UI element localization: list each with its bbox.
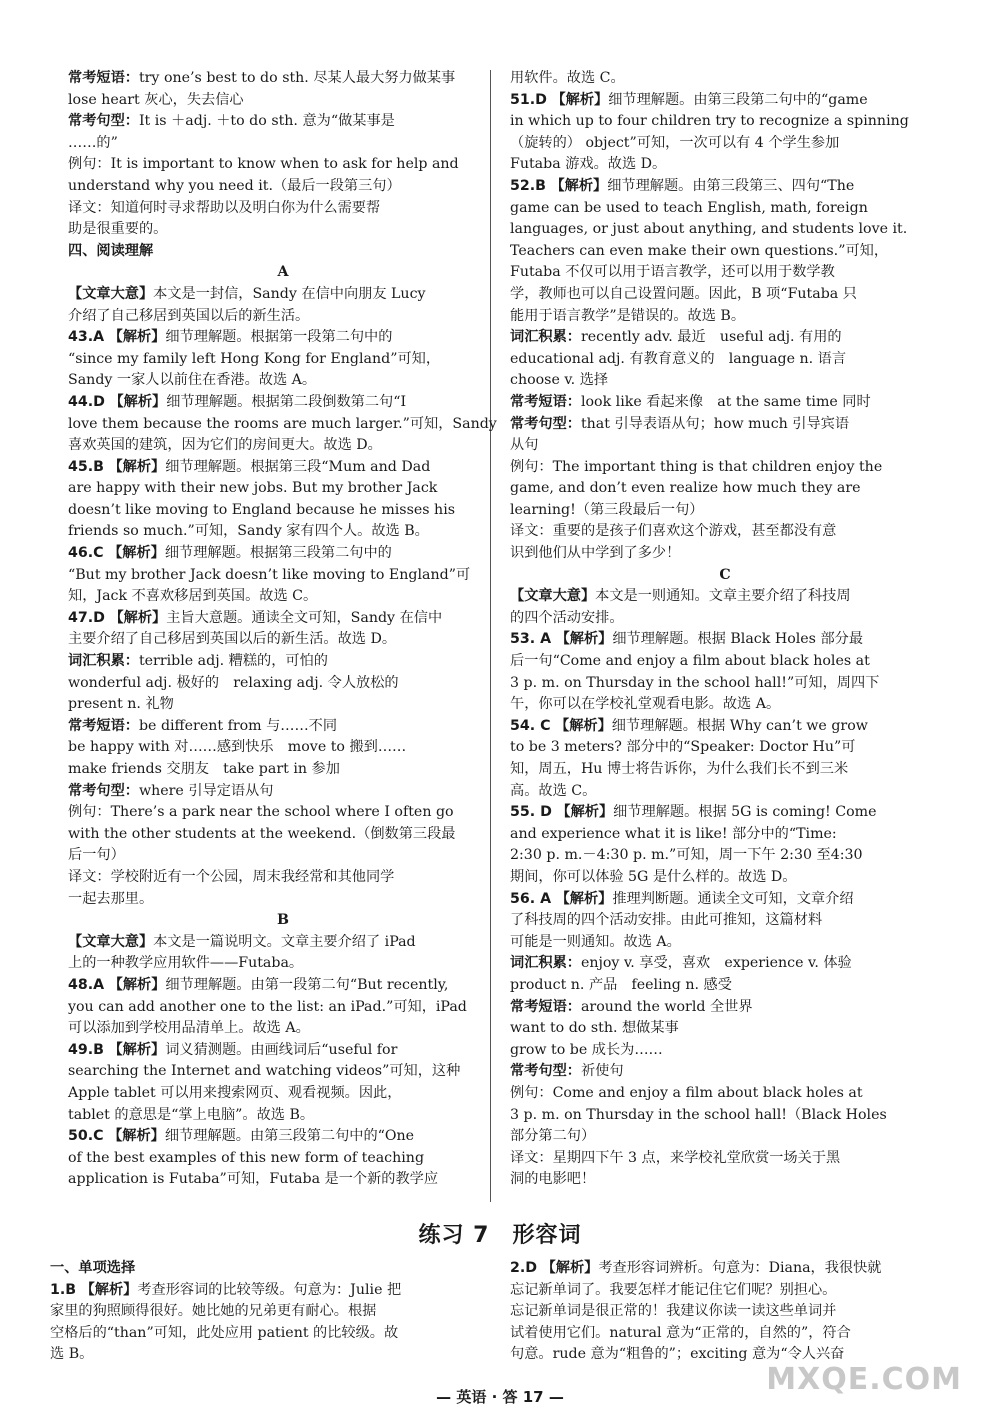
text-line — [510, 370, 940, 392]
line-text: Teachers can even make their own questions.”可知， — [510, 242, 889, 259]
text-line — [510, 349, 940, 371]
line-text: 主要介绍了自己移居到英国以后的新生活。故选 D。 — [68, 631, 397, 648]
line-text: 可以添加到学校用品清单上。故选 A。 — [68, 1020, 310, 1037]
text-line — [510, 608, 940, 630]
question-number: 56. A — [510, 890, 552, 907]
line-text: Apple tablet 可以用来搜索网页、观看视频。因此， — [68, 1084, 402, 1101]
text-line — [68, 241, 498, 263]
section-label: 【文章大意】 — [68, 933, 154, 950]
line-text: game, and don’t even realize how much they are — [510, 480, 861, 497]
text-line — [510, 521, 940, 543]
text-line — [510, 1258, 940, 1280]
section-label: 【解析】 — [108, 329, 166, 346]
text-line — [510, 478, 940, 500]
line-text: love them because the rooms are much larger.”可知，Sandy — [68, 415, 497, 432]
text-line — [68, 1169, 498, 1191]
line-text: 细节理解题。根据 Why can’t we grow — [611, 717, 868, 734]
line-text: 细节理解题。由第三段第二句中的“One — [164, 1128, 415, 1145]
section-label: 【解析】 — [108, 458, 166, 475]
text-line — [68, 219, 498, 241]
line-text: 高。故选 C。 — [510, 782, 597, 799]
line-text: Futaba 不仅可以用于语言教学，还可以用于数学教 — [510, 264, 835, 281]
section-label: 常考短语： — [510, 393, 581, 410]
line-text: tablet 的意思是“掌上电脑”。故选 B。 — [68, 1106, 315, 1123]
section-label: 一、单项选择 — [50, 1260, 136, 1276]
question-number: 45.B — [68, 458, 104, 475]
line-text: 助是很重要的。 — [68, 221, 168, 238]
line-text: 洞的电影吧！ — [510, 1171, 596, 1188]
text-line — [68, 629, 498, 651]
text-line — [510, 889, 940, 911]
text-line — [68, 1148, 498, 1170]
line-text: 考查形容词辨析。句意为：Diana，我很快就 — [598, 1260, 882, 1276]
text-line — [68, 1061, 498, 1083]
section-label: 词汇积累： — [510, 955, 581, 972]
line-text: 试着使用它们。natural 意为“正常的，自然的”，符合 — [510, 1324, 851, 1341]
text-line — [68, 478, 498, 500]
question-number: 47.D — [68, 609, 105, 626]
line-text: 例句：There’s a park near the school where I often go — [68, 804, 454, 821]
text-line — [510, 629, 940, 651]
text-line — [68, 133, 498, 155]
text-line — [510, 176, 940, 198]
line-text: 从句 — [510, 437, 539, 454]
text-line: A — [277, 264, 289, 281]
text-line — [510, 867, 940, 889]
section-label: 【解析】 — [551, 91, 609, 108]
section-label: 【解析】 — [108, 1041, 166, 1058]
line-text: be happy with 对……感到快乐 move to 搬到…… — [68, 739, 407, 756]
section-label: 【解析】 — [109, 609, 167, 626]
line-text: 忘记新单词了。我要怎样才能记住它们呢？别担心。 — [510, 1281, 837, 1298]
text-line — [68, 889, 498, 911]
line-text: 部分第二句） — [510, 1128, 596, 1145]
text-line — [68, 565, 498, 587]
text-line — [68, 1126, 498, 1148]
line-text: 主旨大意题。通读全文可知，Sandy 在信中 — [166, 609, 443, 626]
text-line — [510, 824, 940, 846]
text-line — [68, 586, 498, 608]
text-line — [68, 716, 498, 738]
section-label: 【解析】 — [108, 976, 166, 993]
line-text: 例句：Come and enjoy a film about black holes at — [510, 1084, 863, 1101]
text-line — [510, 802, 940, 824]
line-text: languages, or just about anything, and students love it. — [510, 221, 908, 238]
text-line — [68, 435, 498, 457]
line-text: 细节理解题。由第一段第二句“But recently, — [165, 976, 449, 993]
line-text: 3 p. m. on Thursday in the school hall!”可知，周四下 — [510, 674, 880, 691]
text-line — [68, 651, 498, 673]
line-text: 本文是一封信，Sandy 在信中向朋友 Lucy — [153, 285, 426, 302]
text-line — [510, 1083, 940, 1105]
question-number: 55. D — [510, 804, 552, 821]
line-text: product n. 产品 feeling n. 感受 — [510, 976, 732, 993]
line-text: 期间，你可以体验 5G 是什么样的。故选 D。 — [510, 868, 797, 885]
text-line — [510, 90, 940, 112]
text-line — [510, 759, 940, 781]
text-line — [68, 1083, 498, 1105]
text-line — [68, 284, 498, 306]
text-line — [68, 759, 498, 781]
line-text: ……的” — [68, 134, 118, 151]
text-line — [68, 521, 498, 543]
text-line — [68, 694, 498, 716]
line-text: try one’s best to do sth. 尽某人最大努力做某事 — [138, 70, 456, 86]
line-text: 句意。rude 意为“粗鲁的”；exciting 意为“令人兴奋 — [510, 1346, 845, 1363]
question-number: 2.D — [510, 1260, 538, 1276]
text-line — [68, 457, 498, 479]
line-text: 译文：星期四下午 3 点，来学校礼堂欣赏一场关于黑 — [510, 1149, 841, 1166]
line-text: to be 3 meters? 部分中的“Speaker: Doctor Hu”可 — [510, 739, 856, 756]
section-label: 常考句型： — [68, 113, 139, 130]
text-line — [510, 154, 940, 176]
line-text: 了科技周的四个活动安排。由此可推知，这篇材料 — [510, 912, 823, 929]
section-label: 常考句型： — [510, 1063, 581, 1080]
text-line — [510, 1040, 940, 1062]
line-text: 本文是一篇说明文。文章主要介绍了 iPad — [153, 933, 416, 950]
text-line: C — [719, 566, 731, 583]
line-text: 能用于语言教学”是错误的。故选 B。 — [510, 307, 746, 324]
line-text: are happy with their new jobs. But my brother Jack — [68, 480, 438, 497]
line-text: 学，教师也可以自己设置问题。因此，B 项“Futaba 只 — [510, 285, 857, 302]
line-text: around the world 全世界 — [580, 998, 753, 1015]
text-line — [68, 414, 498, 436]
text-line — [510, 198, 940, 220]
text-line — [510, 953, 940, 975]
line-text: want to do sth. 想做某事 — [510, 1020, 679, 1037]
text-line — [510, 414, 940, 436]
line-text: 译文：重要的是孩子们喜欢这个游戏，甚至都没有意 — [510, 523, 837, 540]
section-label: 【解析】 — [555, 717, 612, 734]
question-number: 46.C — [68, 545, 104, 562]
line-text: 后一句） — [68, 847, 125, 864]
section-label: 【文章大意】 — [510, 588, 596, 605]
line-text: friends so much.”可知，Sandy 家有四个人。故选 B。 — [68, 523, 429, 540]
line-text: grow to be 成长为…… — [510, 1041, 663, 1058]
text-line — [68, 1040, 498, 1062]
line-text: 推理判断题。通读全文可知，文章介绍 — [612, 890, 854, 907]
line-text: 细节理解题。由第三段第三、四句“The — [607, 177, 855, 194]
text-line — [510, 133, 940, 155]
text-line — [68, 608, 498, 630]
text-line — [510, 241, 940, 263]
question-number: 49.B — [68, 1041, 104, 1058]
line-text: 细节理解题。根据第三段第二句中的 — [164, 545, 392, 562]
text-line — [510, 219, 940, 241]
text-line — [50, 1344, 480, 1366]
line-text: 选 B。 — [50, 1346, 94, 1363]
text-line — [510, 1301, 940, 1323]
text-line — [68, 1105, 498, 1127]
line-text: 例句：The important thing is that children enjoy the — [510, 458, 883, 475]
line-text: It is ＋adj. ＋to do sth. 意为“做某事是 — [138, 113, 395, 130]
text-line — [510, 435, 940, 457]
text-line — [68, 392, 498, 414]
line-text: 一起去那里。 — [68, 890, 154, 907]
section-label: 常考短语： — [510, 998, 581, 1015]
line-text: 午，你可以在学校礼堂观看电影。故选 A。 — [510, 696, 781, 713]
question-number: 43.A — [68, 329, 105, 346]
line-text: 空格后的“than”可知，此处应用 patient 的比较级。故 — [50, 1324, 399, 1341]
text-line — [68, 867, 498, 889]
text-line — [68, 802, 498, 824]
question-number: 52.B — [510, 177, 546, 194]
text-line — [510, 457, 940, 479]
text-line — [50, 1280, 480, 1302]
section-label: 词汇积累： — [510, 329, 581, 346]
line-text: 可能是一则通知。故选 A。 — [510, 933, 681, 950]
text-line — [510, 111, 940, 133]
line-text: be different from 与……不同 — [138, 717, 338, 734]
line-text: and experience what it is like! 部分中的“Time: — [510, 825, 837, 842]
line-text: 词义猜测题。由画线词后“useful for — [165, 1041, 398, 1058]
section-title: 练习 7 形容词 — [418, 1223, 582, 1248]
line-text: 忘记新单词是很正常的！我建议你读一读这些单词并 — [510, 1303, 837, 1320]
line-text: 细节理解题。根据第三段“Mum and Dad — [165, 458, 431, 475]
line-text: searching the Internet and watching videos”可知，这种 — [68, 1063, 461, 1080]
text-line — [510, 1126, 940, 1148]
text-line — [68, 824, 498, 846]
text-line — [68, 953, 498, 975]
text-line — [510, 716, 940, 738]
section-label: 【解析】 — [109, 393, 167, 410]
text-line — [510, 543, 940, 565]
line-text: 考查形容词的比较等级。句意为：Julie 把 — [137, 1281, 402, 1298]
line-text: 介绍了自己移居到英国以后的新生活。 — [68, 307, 310, 324]
text-line — [68, 154, 498, 176]
text-line — [68, 975, 498, 997]
bottom-right-column — [510, 1258, 940, 1366]
text-line — [68, 1018, 498, 1040]
text-line — [68, 327, 498, 349]
line-text: 家里的狗照顾得很好。她比她的兄弟更有耐心。根据 — [50, 1303, 377, 1320]
text-line — [68, 932, 498, 954]
line-text: where 引导定语从句 — [138, 782, 274, 799]
text-line — [510, 1148, 940, 1170]
text-line — [50, 1301, 480, 1323]
text-line — [510, 1169, 940, 1191]
section-label: 四、阅读理解 — [68, 242, 154, 259]
line-text: 上的一种教学应用软件——Futaba。 — [68, 955, 304, 972]
line-text: terrible adj. 糟糕的，可怕的 — [138, 653, 328, 670]
line-text: doesn’t like moving to England because he misses his — [68, 501, 456, 518]
line-text: educational adj. 有教育意义的 language n. 语言 — [510, 350, 847, 367]
line-text: choose v. 选择 — [510, 372, 609, 389]
text-line — [68, 543, 498, 565]
line-text: 喜欢英国的建筑，因为它们的房间更大。故选 D。 — [68, 437, 382, 454]
line-text: with the other students at the weekend.（倒数第三段最 — [68, 825, 456, 842]
text-line — [68, 90, 498, 112]
question-number: 44.D — [68, 393, 105, 410]
line-text: application is Futaba”可知，Futaba 是一个新的教学应 — [68, 1171, 439, 1188]
line-text: 的四个活动安排。 — [510, 609, 624, 626]
text-line — [510, 262, 940, 284]
question-number: 53. A — [510, 631, 552, 648]
question-number: 1.B — [50, 1281, 77, 1298]
text-line — [510, 1323, 940, 1345]
text-line — [68, 500, 498, 522]
text-line — [68, 845, 498, 867]
text-line: B — [277, 912, 289, 929]
text-line — [510, 1061, 940, 1083]
text-line — [510, 500, 940, 522]
text-line — [510, 910, 940, 932]
line-text: “since my family left Hong Kong for England”可知， — [68, 350, 441, 367]
section-label: 【解析】 — [556, 804, 614, 821]
text-line — [510, 673, 940, 695]
line-text: understand why you need it.（最后一段第三句） — [68, 177, 401, 194]
line-text: 细节理解题。根据第二段倒数第二句“I — [166, 393, 407, 410]
section-label: 【解析】 — [555, 631, 613, 648]
text-line — [510, 392, 940, 414]
line-text: 细节理解题。根据 Black Holes 部分最 — [612, 631, 864, 648]
line-text: lose heart 灰心，失去信心 — [68, 91, 244, 108]
text-line — [50, 1323, 480, 1345]
line-text: 知，周五，Hu 博士将告诉你，为什么我们长不到三米 — [510, 761, 849, 777]
question-number: 50.C — [68, 1128, 104, 1145]
text-line — [68, 781, 498, 803]
line-text: （旋转的） object”可知，一次可以有 4 个学生参加 — [510, 134, 840, 151]
line-text: you can add another one to the list: an iPad.”可知，iPad — [68, 998, 467, 1015]
text-line — [68, 997, 498, 1019]
line-text: 本文是一则通知。文章主要介绍了科技周 — [595, 588, 851, 605]
line-text: present n. 礼物 — [68, 696, 174, 713]
section-label: 【解析】 — [541, 1260, 599, 1276]
line-text: that 引导表语从句；how much 引导宾语 — [580, 415, 850, 432]
section-label: 词汇积累： — [68, 653, 139, 670]
line-text: 细节理解题。根据第一段第二句中的 — [165, 329, 393, 346]
section-label: 常考句型： — [510, 415, 581, 432]
line-text: enjoy v. 享受，喜欢 experience v. 体验 — [580, 955, 852, 972]
watermark-logo: MXQE.COM — [766, 1362, 962, 1397]
text-line — [68, 673, 498, 695]
section-label: 常考短语： — [68, 70, 139, 86]
line-text: 例句：It is important to know when to ask for help and — [68, 156, 459, 173]
text-line — [510, 651, 940, 673]
text-line — [510, 975, 940, 997]
section-label: 常考短语： — [68, 717, 139, 734]
text-line — [510, 327, 940, 349]
section-label: 【解析】 — [555, 890, 613, 907]
line-text: of the best examples of this new form of teaching — [68, 1149, 425, 1166]
section-label: 【解析】 — [550, 177, 608, 194]
text-line — [510, 284, 940, 306]
text-line — [50, 1258, 480, 1280]
line-text: Sandy 一家人以前住在香港。故选 A。 — [68, 372, 317, 389]
text-line — [68, 68, 498, 90]
text-line — [510, 781, 940, 803]
text-line — [510, 737, 940, 759]
line-text: look like 看起来像 at the same time 同时 — [580, 393, 871, 410]
section-label: 常考句型： — [68, 782, 139, 799]
line-text: 3 p. m. on Thursday in the school hall!（Black Holes — [510, 1106, 887, 1123]
text-line — [68, 737, 498, 759]
text-line — [510, 586, 940, 608]
text-line — [68, 370, 498, 392]
line-text: game can be used to teach English, math, foreign — [510, 199, 868, 216]
text-line — [510, 306, 940, 328]
left-column — [68, 68, 498, 1191]
bottom-left-column — [50, 1258, 480, 1366]
line-text: 译文：知道何时寻求帮助以及明白你为什么需要帮 — [68, 199, 381, 216]
question-number: 48.A — [68, 976, 105, 993]
line-text: “But my brother Jack doesn’t like moving to England”可 — [68, 566, 471, 583]
text-line — [510, 1018, 940, 1040]
text-line — [68, 306, 498, 328]
text-line — [510, 1280, 940, 1302]
section-label: 【文章大意】 — [68, 285, 154, 302]
right-column — [510, 68, 940, 1191]
text-line — [510, 932, 940, 954]
line-text: 识到他们从中学到了多少！ — [510, 545, 681, 562]
line-text: in which up to four children try to recognize a spinning — [510, 113, 909, 130]
line-text: make friends 交朋友 take part in 参加 — [68, 761, 340, 777]
line-text: 用软件。故选 C。 — [510, 70, 625, 86]
line-text: 祈使句 — [580, 1063, 624, 1080]
text-line — [68, 176, 498, 198]
line-text: 后一句“Come and enjoy a film about black holes at — [510, 653, 870, 670]
line-text: learning!（第三段最后一句） — [510, 501, 704, 518]
line-text: 细节理解题。由第三段第二句中的“game — [608, 91, 868, 108]
section-label: 【解析】 — [80, 1281, 138, 1298]
section-label: 【解析】 — [108, 1128, 165, 1145]
line-text: 2:30 p. m.－4:30 p. m.”可知，周一下午 2:30 至4:30 — [510, 847, 863, 864]
page-footer: — 英语 · 答 17 — — [436, 1388, 564, 1406]
line-text: recently adv. 最近 useful adj. 有用的 — [580, 329, 842, 346]
line-text: 知，Jack 不喜欢移居到英国。故选 C。 — [68, 588, 318, 605]
question-number: 51.D — [510, 91, 547, 108]
text-line — [510, 68, 940, 90]
text-line — [510, 1105, 940, 1127]
section-label: 【解析】 — [108, 545, 165, 562]
text-line — [68, 349, 498, 371]
text-line — [68, 198, 498, 220]
text-line — [510, 694, 940, 716]
line-text: wonderful adj. 极好的 relaxing adj. 令人放松的 — [68, 674, 399, 691]
line-text: 细节理解题。根据 5G is coming! Come — [613, 804, 877, 821]
line-text: Futaba 游戏。故选 D。 — [510, 156, 667, 173]
text-line — [510, 845, 940, 867]
text-line — [68, 111, 498, 133]
text-line — [510, 997, 940, 1019]
question-number: 54. C — [510, 717, 551, 734]
line-text: 译文：学校附近有一个公园，周末我经常和其他同学 — [68, 868, 395, 885]
